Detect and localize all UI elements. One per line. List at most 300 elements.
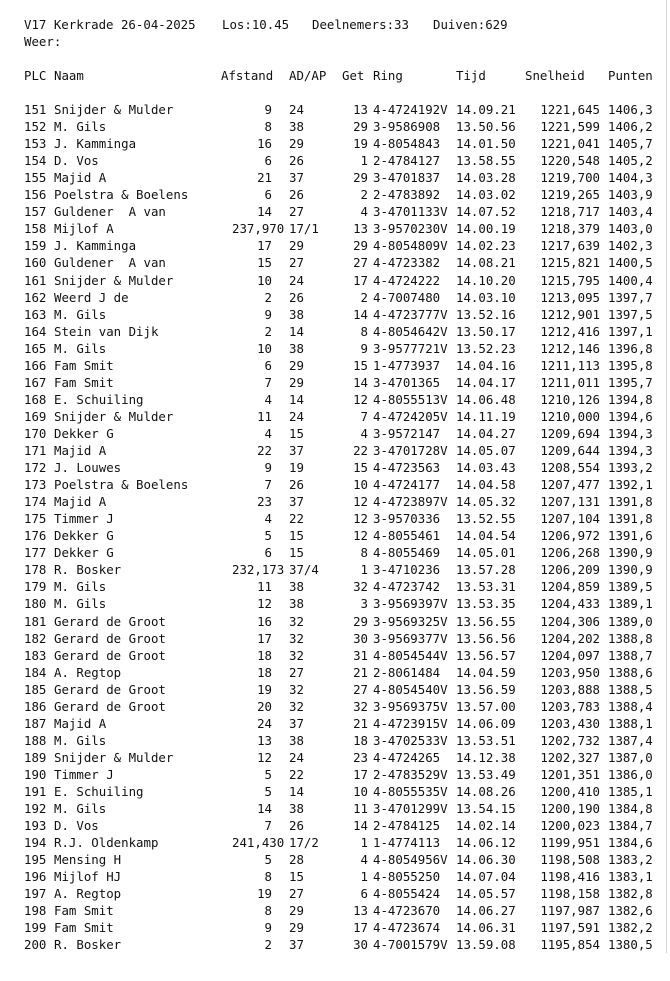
cell-punten: 1384,6 — [608, 835, 653, 851]
cell-get: 32 — [353, 579, 368, 595]
cell-plc: 168 — [24, 391, 47, 407]
cell-afstand: 11 — [257, 408, 272, 424]
cell-get: 30 — [353, 630, 368, 646]
cell-get: 8 — [360, 323, 368, 339]
cell-get: 31 — [353, 647, 368, 663]
cell-apap: 29 — [289, 920, 304, 936]
cell-get: 3 — [360, 596, 368, 612]
cell-tijd: 13.52.16 — [456, 306, 516, 322]
cell-ring: 4-8054956V — [373, 852, 448, 868]
cell-snelheid: 1219,265 — [540, 187, 600, 203]
cell-snelheid: 1198,508 — [540, 852, 600, 868]
cell-tijd: 14.06.31 — [456, 920, 516, 936]
cell-tijd: 14.02.14 — [456, 818, 516, 834]
cell-plc: 191 — [24, 784, 47, 799]
cell-afstand: 6 — [264, 187, 272, 203]
cell-snelheid: 1200,410 — [540, 784, 600, 799]
cell-apap: 29 — [289, 903, 304, 919]
cell-tijd: 14.03.10 — [456, 289, 516, 305]
cell-ring: 3-4710236 — [373, 562, 441, 578]
cell-name: Fam Smit — [54, 374, 114, 390]
cell-ring: 4-8055513V — [373, 391, 448, 407]
cell-plc: 183 — [24, 647, 47, 663]
cell-snelheid: 1207,104 — [540, 511, 600, 527]
cell-ring: 4-4723674 — [373, 920, 441, 936]
cell-snelheid: 1215,821 — [540, 255, 600, 271]
cell-plc: 158 — [24, 221, 47, 237]
cell-punten: 1394,6 — [608, 408, 653, 424]
cell-snelheid: 1213,095 — [540, 289, 600, 305]
cell-tijd: 14.05.32 — [456, 494, 516, 510]
cell-plc: 178 — [24, 562, 47, 578]
cell-afstand: 8 — [264, 869, 272, 885]
cell-get: 14 — [353, 306, 368, 322]
cell-plc: 186 — [24, 698, 47, 714]
cell-apap: 32 — [289, 630, 304, 646]
cell-tijd: 13.50.17 — [456, 323, 516, 339]
cell-get: 4 — [360, 204, 368, 220]
cell-name: Gerard de Groot — [54, 681, 166, 697]
cell-name: Stein van Dijk — [54, 323, 159, 339]
cell-snelheid: 1221,599 — [540, 119, 600, 135]
cell-apap: 15 — [289, 545, 304, 561]
cell-name: Mijlof HJ — [54, 869, 122, 885]
cell-snelheid: 1207,477 — [540, 477, 600, 493]
cell-get: 2 — [360, 187, 368, 203]
cell-afstand: 2 — [264, 937, 272, 953]
cell-ring: 4-8054809V — [373, 238, 448, 254]
cell-apap: 14 — [289, 784, 304, 799]
cell-apap: 32 — [289, 613, 304, 629]
cell-plc: 162 — [24, 289, 47, 305]
cell-tijd: 14.05.01 — [456, 545, 516, 561]
cell-afstand: 232,173 — [232, 562, 285, 578]
cell-plc: 159 — [24, 238, 47, 254]
cell-name: A. Regtop — [54, 664, 122, 680]
cell-apap: 37 — [289, 443, 304, 458]
cell-get: 17 — [353, 272, 368, 288]
cell-ring: 3-4701133V — [373, 204, 448, 220]
cell-get: 21 — [353, 715, 368, 731]
cell-punten: 1390,9 — [608, 545, 653, 561]
cell-punten: 1404,3 — [608, 170, 653, 186]
cell-apap: 29 — [289, 238, 304, 254]
cell-get: 18 — [353, 732, 368, 748]
col-get: Get — [342, 68, 365, 83]
cell-name: Fam Smit — [54, 357, 114, 373]
cell-plc: 181 — [24, 613, 47, 629]
cell-apap: 38 — [289, 596, 304, 612]
cell-tijd: 13.53.49 — [456, 766, 516, 782]
cell-ring: 4-4723915V — [373, 715, 448, 731]
cell-afstand: 8 — [264, 903, 272, 919]
cell-tijd: 14.03.28 — [456, 170, 516, 186]
cell-get: 22 — [353, 443, 368, 458]
cell-get: 4 — [360, 425, 368, 441]
cell-tijd: 14.07.04 — [456, 869, 516, 885]
cell-afstand: 4 — [264, 425, 272, 441]
cell-name: M. Gils — [54, 306, 107, 322]
cell-get: 17 — [353, 766, 368, 782]
cell-tijd: 14.04.54 — [456, 528, 516, 544]
cell-plc: 163 — [24, 306, 47, 322]
cell-ring: 3-4701365 — [373, 374, 441, 390]
cell-afstand: 7 — [264, 477, 272, 493]
cell-plc: 161 — [24, 272, 47, 288]
cell-ring: 3-9569375V — [373, 698, 448, 714]
cell-snelheid: 1215,795 — [540, 272, 600, 288]
cell-apap: 14 — [289, 323, 304, 339]
cell-snelheid: 1209,694 — [540, 425, 600, 441]
cell-name: Poelstra & Boelens — [54, 477, 189, 493]
cell-get: 13 — [353, 903, 368, 919]
cell-get: 8 — [360, 545, 368, 561]
cell-tijd: 13.52.55 — [456, 511, 516, 527]
cell-name: Fam Smit — [54, 903, 114, 919]
cell-punten: 1391,8 — [608, 494, 653, 510]
cell-tijd: 14.06.12 — [456, 835, 516, 851]
weather-label: Weer: — [24, 34, 62, 49]
cell-punten: 1406,3 — [608, 102, 653, 117]
cell-afstand: 20 — [257, 698, 272, 714]
cell-tijd: 13.57.28 — [456, 562, 516, 578]
cell-ring: 3-9569377V — [373, 630, 448, 646]
cell-get: 19 — [353, 136, 368, 152]
cell-punten: 1394,3 — [608, 425, 653, 441]
cell-snelheid: 1204,097 — [540, 647, 600, 663]
cell-apap: 37 — [289, 937, 304, 953]
cell-ring: 4-8055469 — [373, 545, 441, 561]
cell-snelheid: 1210,126 — [540, 391, 600, 407]
cell-snelheid: 1197,987 — [540, 903, 600, 919]
cell-get: 27 — [353, 255, 368, 271]
cell-tijd: 14.05.57 — [456, 886, 516, 902]
cell-punten: 1397,7 — [608, 289, 653, 305]
cell-afstand: 17 — [257, 238, 272, 254]
cell-tijd: 14.04.16 — [456, 357, 516, 373]
cell-get: 1 — [360, 562, 368, 578]
cell-punten: 1405,7 — [608, 136, 653, 152]
cell-name: Snijder & Mulder — [54, 408, 174, 424]
cell-punten: 1385,1 — [608, 784, 653, 799]
cell-plc: 160 — [24, 255, 47, 271]
cell-name: Gerard de Groot — [54, 630, 166, 646]
cell-apap: 17/2 — [289, 835, 319, 851]
cell-snelheid: 1203,888 — [540, 681, 600, 697]
cell-apap: 27 — [289, 255, 304, 271]
col-punten: Punten — [608, 68, 653, 83]
cell-plc: 152 — [24, 119, 47, 135]
cell-ring: 4-8054642V — [373, 323, 448, 339]
cell-snelheid: 1212,901 — [540, 306, 600, 322]
race-title: V17 Kerkrade 26-04-2025 — [24, 17, 196, 32]
cell-punten: 1390,9 — [608, 562, 653, 578]
cell-afstand: 7 — [264, 818, 272, 834]
cell-name: E. Schuiling — [54, 784, 144, 799]
cell-punten: 1387,0 — [608, 749, 653, 765]
cell-name: J. Kamminga — [54, 136, 137, 152]
cell-apap: 38 — [289, 579, 304, 595]
cell-name: M. Gils — [54, 596, 107, 612]
cell-punten: 1388,4 — [608, 698, 653, 714]
cell-plc: 193 — [24, 818, 47, 834]
cell-tijd: 13.56.59 — [456, 681, 516, 697]
cell-tijd: 14.08.21 — [456, 255, 516, 271]
cell-apap: 17/1 — [289, 221, 319, 237]
cell-afstand: 22 — [257, 443, 272, 458]
cell-apap: 27 — [289, 204, 304, 220]
los-time: Los:10.45 — [222, 17, 290, 32]
cell-plc: 182 — [24, 630, 47, 646]
cell-name: Gerard de Groot — [54, 613, 166, 629]
cell-punten: 1393,2 — [608, 460, 653, 476]
cell-apap: 26 — [289, 289, 304, 305]
cell-afstand: 5 — [264, 852, 272, 868]
cell-snelheid: 1197,591 — [540, 920, 600, 936]
cell-apap: 27 — [289, 664, 304, 680]
col-plc: PLC — [24, 68, 47, 83]
cell-plc: 189 — [24, 749, 47, 765]
cell-afstand: 18 — [257, 647, 272, 663]
cell-punten: 1382,2 — [608, 920, 653, 936]
cell-name: Gerard de Groot — [54, 698, 166, 714]
cell-afstand: 24 — [257, 715, 272, 731]
cell-snelheid: 1210,000 — [540, 408, 600, 424]
cell-apap: 24 — [289, 749, 304, 765]
cell-plc: 188 — [24, 732, 47, 748]
cell-punten: 1388,8 — [608, 630, 653, 646]
cell-apap: 24 — [289, 102, 304, 117]
cell-punten: 1400,5 — [608, 255, 653, 271]
cell-name: Dekker G — [54, 545, 114, 561]
cell-plc: 187 — [24, 715, 47, 731]
cell-apap: 38 — [289, 119, 304, 135]
cell-afstand: 9 — [264, 306, 272, 322]
cell-tijd: 13.52.23 — [456, 340, 516, 356]
cell-get: 30 — [353, 937, 368, 953]
cell-plc: 185 — [24, 681, 47, 697]
cell-afstand: 14 — [257, 801, 272, 817]
cell-punten: 1394,8 — [608, 391, 653, 407]
cell-punten: 1394,3 — [608, 443, 653, 458]
column-header-row — [24, 67, 653, 84]
cell-snelheid: 1221,645 — [540, 102, 600, 117]
cell-afstand: 9 — [264, 460, 272, 476]
cell-apap: 26 — [289, 477, 304, 493]
cell-ring: 3-9570336 — [373, 511, 441, 527]
cell-punten: 1402,3 — [608, 238, 653, 254]
cell-snelheid: 1208,554 — [540, 460, 600, 476]
cell-tijd: 13.53.51 — [456, 732, 516, 748]
cell-snelheid: 1200,190 — [540, 801, 600, 817]
cell-afstand: 5 — [264, 528, 272, 544]
cell-tijd: 13.53.35 — [456, 596, 516, 612]
cell-apap: 26 — [289, 153, 304, 169]
cell-plc: 176 — [24, 528, 47, 544]
cell-afstand: 21 — [257, 170, 272, 186]
cell-punten: 1403,9 — [608, 187, 653, 203]
cell-name: A. Regtop — [54, 886, 122, 902]
col-afstand: Afstand — [221, 68, 274, 83]
cell-plc: 174 — [24, 494, 47, 510]
cell-afstand: 23 — [257, 494, 272, 510]
cell-afstand: 5 — [264, 784, 272, 799]
cell-afstand: 14 — [257, 204, 272, 220]
cell-plc: 198 — [24, 903, 47, 919]
cell-tijd: 13.56.56 — [456, 630, 516, 646]
cell-plc: 200 — [24, 937, 47, 953]
cell-apap: 26 — [289, 187, 304, 203]
col-snelheid: Snelheid — [525, 68, 585, 83]
col-apap: AD/AP — [289, 68, 327, 83]
cell-snelheid: 1212,416 — [540, 323, 600, 339]
cell-get: 15 — [353, 460, 368, 476]
cell-afstand: 237,970 — [232, 221, 285, 237]
cell-plc: 177 — [24, 545, 47, 561]
cell-punten: 1389,0 — [608, 613, 653, 629]
cell-name: Timmer J — [54, 511, 114, 527]
cell-name: Mijlof A — [54, 221, 114, 237]
cell-afstand: 11 — [257, 579, 272, 595]
cell-punten: 1391,8 — [608, 511, 653, 527]
cell-afstand: 16 — [257, 613, 272, 629]
cell-ring: 3-9569325V — [373, 613, 448, 629]
cell-tijd: 14.05.07 — [456, 443, 516, 458]
cell-tijd: 14.08.26 — [456, 784, 516, 799]
cell-get: 11 — [353, 801, 368, 817]
cell-plc: 167 — [24, 374, 47, 390]
cell-get: 15 — [353, 357, 368, 373]
col-tijd: Tijd — [456, 68, 486, 83]
cell-tijd: 14.00.19 — [456, 221, 516, 237]
cell-snelheid: 1204,859 — [540, 579, 600, 595]
cell-plc: 199 — [24, 920, 47, 936]
cell-plc: 196 — [24, 869, 47, 885]
cell-get: 4 — [360, 852, 368, 868]
cell-apap: 32 — [289, 681, 304, 697]
cell-plc: 153 — [24, 136, 47, 152]
cell-get: 12 — [353, 511, 368, 527]
cell-punten: 1382,8 — [608, 886, 653, 902]
cell-afstand: 12 — [257, 596, 272, 612]
cell-name: Snijder & Mulder — [54, 749, 174, 765]
col-ring: Ring — [373, 68, 403, 83]
cell-tijd: 14.06.48 — [456, 391, 516, 407]
cell-name: M. Gils — [54, 579, 107, 595]
cell-ring: 4-4723897V — [373, 494, 448, 510]
cell-name: Majid A — [54, 494, 107, 510]
cell-punten: 1403,4 — [608, 204, 653, 220]
cell-apap: 32 — [289, 647, 304, 663]
cell-afstand: 19 — [257, 886, 272, 902]
cell-name: R. Bosker — [54, 562, 122, 578]
cell-afstand: 18 — [257, 664, 272, 680]
participants-count: Deelnemers:33 — [312, 17, 409, 32]
cell-tijd: 14.04.58 — [456, 477, 516, 493]
cell-name: Majid A — [54, 170, 107, 186]
cell-apap: 27 — [289, 886, 304, 902]
cell-tijd: 14.09.21 — [456, 102, 516, 117]
cell-get: 1 — [360, 869, 368, 885]
cell-apap: 32 — [289, 698, 304, 714]
cell-apap: 15 — [289, 425, 304, 441]
cell-ring: 4-4724205V — [373, 408, 448, 424]
cell-afstand: 8 — [264, 119, 272, 135]
cell-get: 29 — [353, 613, 368, 629]
cell-get: 13 — [353, 221, 368, 237]
cell-ring: 3-9572147 — [373, 425, 441, 441]
cell-get: 13 — [353, 102, 368, 117]
cell-snelheid: 1219,700 — [540, 170, 600, 186]
cell-get: 27 — [353, 681, 368, 697]
cell-get: 12 — [353, 528, 368, 544]
cell-plc: 169 — [24, 408, 47, 424]
cell-tijd: 14.07.52 — [456, 204, 516, 220]
cell-afstand: 6 — [264, 545, 272, 561]
cell-apap: 37/4 — [289, 562, 319, 578]
cell-tijd: 14.03.43 — [456, 460, 516, 476]
cell-apap: 19 — [289, 460, 304, 476]
cell-apap: 29 — [289, 136, 304, 152]
cell-punten: 1389,5 — [608, 579, 653, 595]
cell-plc: 195 — [24, 852, 47, 868]
cell-snelheid: 1212,146 — [540, 340, 600, 356]
cell-name: D. Vos — [54, 818, 99, 834]
cell-punten: 1386,0 — [608, 766, 653, 782]
cell-tijd: 13.56.55 — [456, 613, 516, 629]
cell-snelheid: 1199,951 — [540, 835, 600, 851]
col-naam: Naam — [54, 68, 84, 83]
cell-name: Snijder & Mulder — [54, 272, 174, 288]
cell-get: 7 — [360, 408, 368, 424]
cell-apap: 38 — [289, 340, 304, 356]
cell-tijd: 14.01.50 — [456, 136, 516, 152]
cell-name: Guldener A van — [54, 255, 166, 271]
cell-punten: 1389,1 — [608, 596, 653, 612]
cell-tijd: 13.53.31 — [456, 579, 516, 595]
cell-snelheid: 1201,351 — [540, 766, 600, 782]
cell-afstand: 15 — [257, 255, 272, 271]
cell-get: 10 — [353, 477, 368, 493]
cell-apap: 38 — [289, 306, 304, 322]
cell-name: M. Gils — [54, 732, 107, 748]
cell-apap: 29 — [289, 357, 304, 373]
cell-tijd: 14.04.27 — [456, 425, 516, 441]
cell-apap: 24 — [289, 408, 304, 424]
cell-ring: 4-4724177 — [373, 477, 441, 493]
cell-apap: 26 — [289, 818, 304, 834]
cell-punten: 1397,5 — [608, 306, 653, 322]
cell-afstand: 6 — [264, 153, 272, 169]
cell-ring: 4-4723742 — [373, 579, 441, 595]
cell-name: Dekker G — [54, 528, 114, 544]
cell-afstand: 241,430 — [232, 835, 285, 851]
cell-snelheid: 1204,202 — [540, 630, 600, 646]
cell-apap: 15 — [289, 869, 304, 885]
cell-name: Mensing H — [54, 852, 122, 868]
cell-snelheid: 1206,209 — [540, 562, 600, 578]
cell-tijd: 14.02.23 — [456, 238, 516, 254]
cell-punten: 1396,8 — [608, 340, 653, 356]
cell-name: D. Vos — [54, 153, 99, 169]
cell-ring: 3-4701837 — [373, 170, 441, 186]
cell-punten: 1388,7 — [608, 647, 653, 663]
cell-snelheid: 1218,717 — [540, 204, 600, 220]
cell-punten: 1400,4 — [608, 272, 653, 288]
cell-punten: 1384,7 — [608, 818, 653, 834]
cell-punten: 1403,0 — [608, 221, 653, 237]
cell-ring: 2-4783892 — [373, 187, 441, 203]
